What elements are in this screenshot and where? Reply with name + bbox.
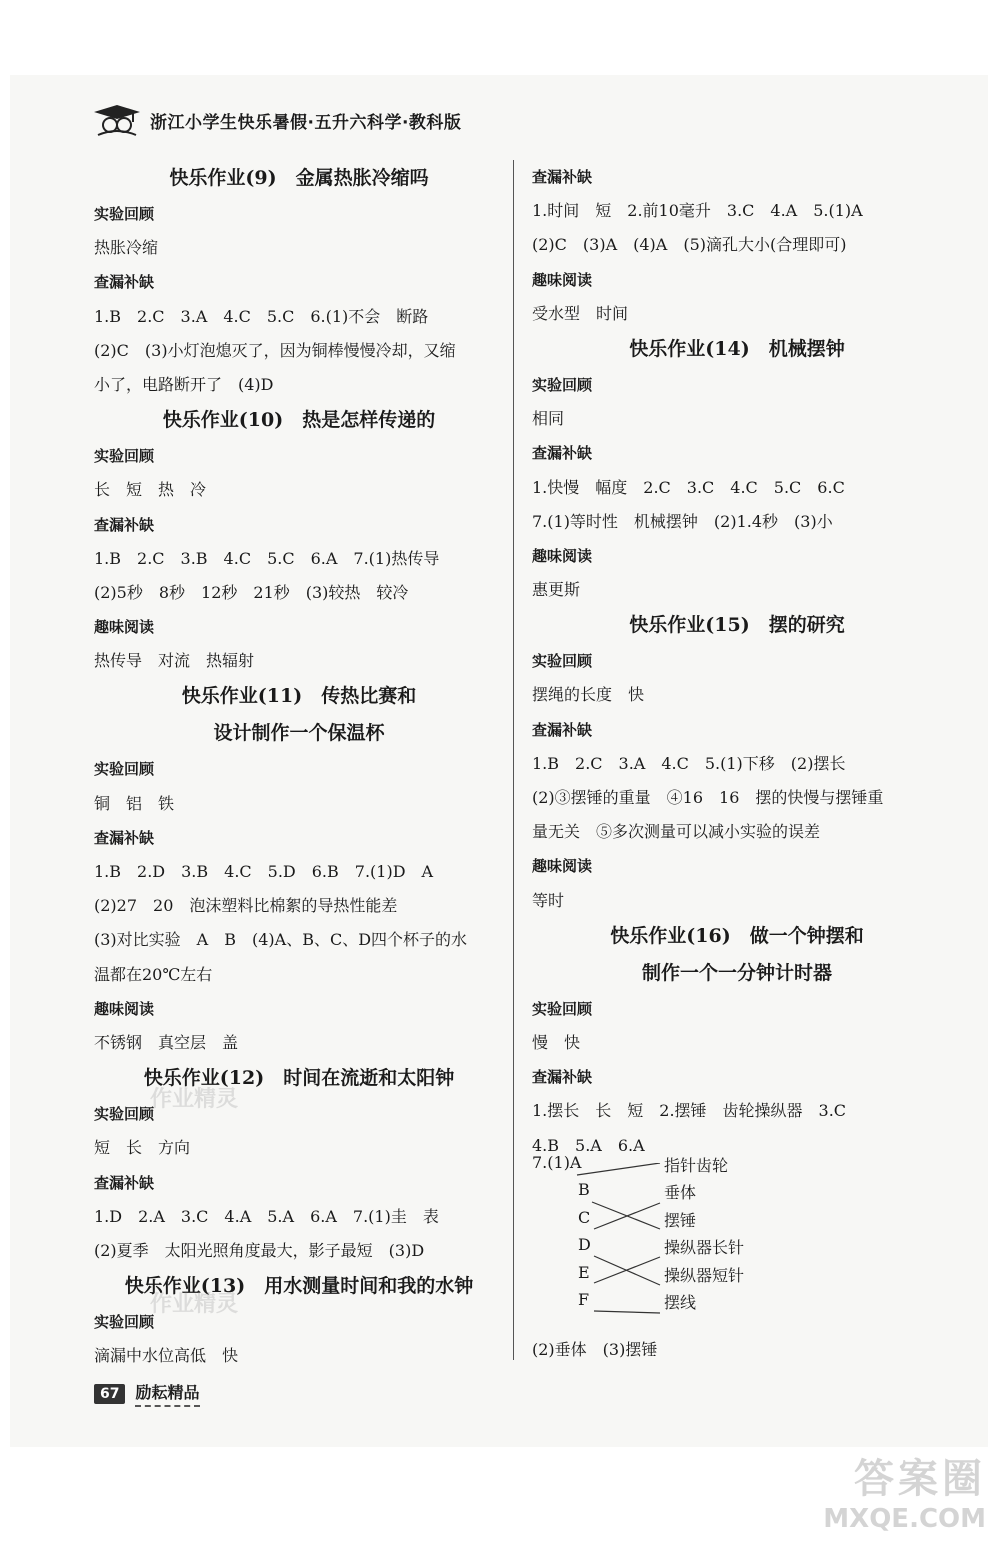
subsection-label: 趣味阅读 (532, 546, 593, 565)
section-title: 快乐作业(14) 机械摆钟 (629, 337, 845, 360)
subsection-label: 趣味阅读 (532, 270, 593, 289)
match-left-item: E (578, 1262, 590, 1282)
answer-line: 滴漏中水位高低 快 (94, 1346, 239, 1366)
answer-line: 1.B 2.C 3.A 4.C 5.(1)下移 (2)摆长 (532, 753, 846, 773)
answer-line: (2)C (3)小灯泡熄灭了，因为铜棒慢慢冷却，又缩 (94, 340, 456, 360)
answer-line: (2)27 20 泡沫塑料比棉絮的导热性能差 (94, 896, 398, 916)
answer-line: 等时 (532, 890, 565, 910)
answer-line: 7.(1)等时性 机械摆钟 (2)1.4秒 (3)小 (532, 511, 833, 531)
match-right-item: 操纵器长针 (664, 1238, 745, 1258)
subsection-label: 趣味阅读 (94, 618, 155, 637)
left-column (94, 160, 504, 1373)
answer-line: 摆绳的长度 快 (532, 685, 645, 705)
answer-line: 4.B 5.A 6.A (532, 1135, 645, 1155)
answer-line: (2)③摆锤的重量 ④16 16 摆的快慢与摆锤重 (532, 788, 884, 807)
subsection-label: 查漏补缺 (94, 515, 155, 534)
answer-line: 受水型 时间 (532, 303, 629, 323)
subsection-label: 查漏补缺 (532, 168, 593, 186)
answer-line: (2)5秒 8秒 12秒 21秒 (3)较热 较冷 (94, 582, 409, 602)
match-line (577, 1163, 660, 1175)
answer-line: 1.B 2.D 3.B 4.C 5.D 6.B 7.(1)D A (94, 862, 434, 881)
right-column (532, 160, 942, 1367)
answer-line: 热传导 对流 热辐射 (94, 651, 255, 671)
subsection-label: 实验回顾 (94, 447, 155, 466)
answer-line: 温都在20℃左右 (94, 964, 213, 984)
answer-line: 小了，电路断开了 (4)D (94, 374, 274, 394)
faint-watermark: 作业精灵 (150, 1087, 239, 1112)
faint-watermark: 作业精灵 (150, 1292, 239, 1317)
match-right-item: 操纵器短针 (664, 1265, 745, 1285)
answer-line: 惠更斯 (532, 580, 581, 600)
header-title: 浙江小学生快乐暑假·五升六科学·教科版 (150, 112, 462, 133)
subsection-label: 实验回顾 (94, 1105, 155, 1124)
answer-line: 1.快慢 幅度 2.C 3.C 4.C 5.C 6.C (532, 477, 845, 497)
subsection-label: 查漏补缺 (532, 720, 593, 739)
answer-line: (3)对比实验 A B (4)A、B、C、D四个杯子的水 (94, 930, 468, 950)
section-title: 快乐作业(16) 做一个钟摆和 (610, 924, 864, 947)
subsection-label: 查漏补缺 (532, 444, 593, 463)
page-number: 67 (94, 1384, 125, 1404)
match-right-item: 指针齿轮 (664, 1155, 729, 1175)
answer-line: (2)夏季 太阳光照角度最大，影子最短 (3)D (94, 1240, 425, 1260)
answer-line: 1.B 2.C 3.B 4.C 5.C 6.A 7.(1)热传导 (94, 548, 440, 568)
subsection-label: 实验回顾 (94, 760, 155, 779)
match-left-item: B (578, 1180, 590, 1200)
match-left-item: F (578, 1290, 590, 1310)
matching-lines (532, 1163, 792, 1333)
answer-line: 铜 铝 铁 (94, 793, 175, 813)
subsection-label: 查漏补缺 (94, 828, 155, 847)
subsection-label: 实验回顾 (532, 375, 593, 394)
section-title: 快乐作业(11) 传热比赛和 (181, 685, 417, 708)
page-header (92, 100, 461, 140)
match-line (592, 1202, 660, 1229)
brand-label: 励耘精品 (135, 1380, 199, 1407)
graduate-logo-icon (92, 103, 142, 137)
watermark-line1: 答案圈 (854, 1456, 986, 1502)
answer-line: (2)C (3)A (4)A (5)滴孔大小(合理即可) (532, 235, 847, 255)
matching-tail: (2)垂体 (3)摆锤 (532, 1339, 658, 1359)
subsection-label: 实验回顾 (532, 999, 593, 1018)
match-right-item: 摆锤 (664, 1210, 697, 1230)
watermark-line2: MXQE.COM (823, 1504, 986, 1534)
match-left-item: D (578, 1235, 591, 1255)
match-left-item: C (578, 1207, 591, 1227)
corner-watermark (823, 1447, 986, 1534)
answer-line: 不锈钢 真空层 盖 (94, 1032, 239, 1052)
section-title: 快乐作业(15) 摆的研究 (629, 614, 845, 637)
subsection-label: 趣味阅读 (94, 999, 155, 1018)
answer-line: 慢 快 (532, 1032, 581, 1052)
answer-line: 相同 (532, 409, 565, 429)
subsection-label: 实验回顾 (94, 205, 155, 223)
subsection-label: 趣味阅读 (532, 857, 593, 876)
section-title: 设计制作一个保温杯 (213, 722, 385, 745)
match-right-item: 摆线 (664, 1293, 697, 1313)
section-title: 快乐作业(10) 热是怎样传递的 (162, 409, 436, 432)
section-title: 快乐作业(9) 金属热胀冷缩吗 (169, 167, 429, 189)
subsection-label: 查漏补缺 (94, 1173, 155, 1192)
section-title: 快乐作业(13) 用水测量时间和我的水钟 (124, 1275, 474, 1298)
answer-line: 长 短 热 冷 (94, 480, 207, 500)
page-footer (94, 1380, 200, 1407)
answer-line: 热胀冷缩 (94, 238, 159, 258)
answer-line: 短 长 方向 (94, 1138, 191, 1158)
answer-line: 量无关 ⑤多次测量可以减小实验的误差 (532, 822, 821, 842)
subsection-label: 查漏补缺 (532, 1068, 593, 1087)
matching-diagram (532, 1152, 942, 1333)
subsection-label: 查漏补缺 (94, 273, 155, 292)
subsection-label: 实验回顾 (94, 1313, 155, 1332)
section-title: 快乐作业(12) 时间在流逝和太阳钟 (143, 1067, 455, 1090)
section-title: 制作一个一分钟计时器 (641, 961, 832, 984)
subsection-label: 实验回顾 (532, 652, 593, 671)
answer-line: 1.B 2.C 3.A 4.C 5.C 6.(1)不会 断路 (94, 306, 429, 326)
match-left-item: 7.(1)A (532, 1152, 582, 1172)
match-right-item: 垂体 (664, 1183, 697, 1203)
match-line (594, 1311, 660, 1313)
answer-line: 1.时间 短 2.前10毫升 3.C 4.A 5.(1)A (532, 201, 863, 221)
answer-line: 1.摆长 长 短 2.摆锤 齿轮操纵器 3.C (532, 1101, 847, 1121)
answer-line: 1.D 2.A 3.C 4.A 5.A 6.A 7.(1)圭 表 (94, 1206, 439, 1226)
column-divider (513, 160, 514, 1360)
